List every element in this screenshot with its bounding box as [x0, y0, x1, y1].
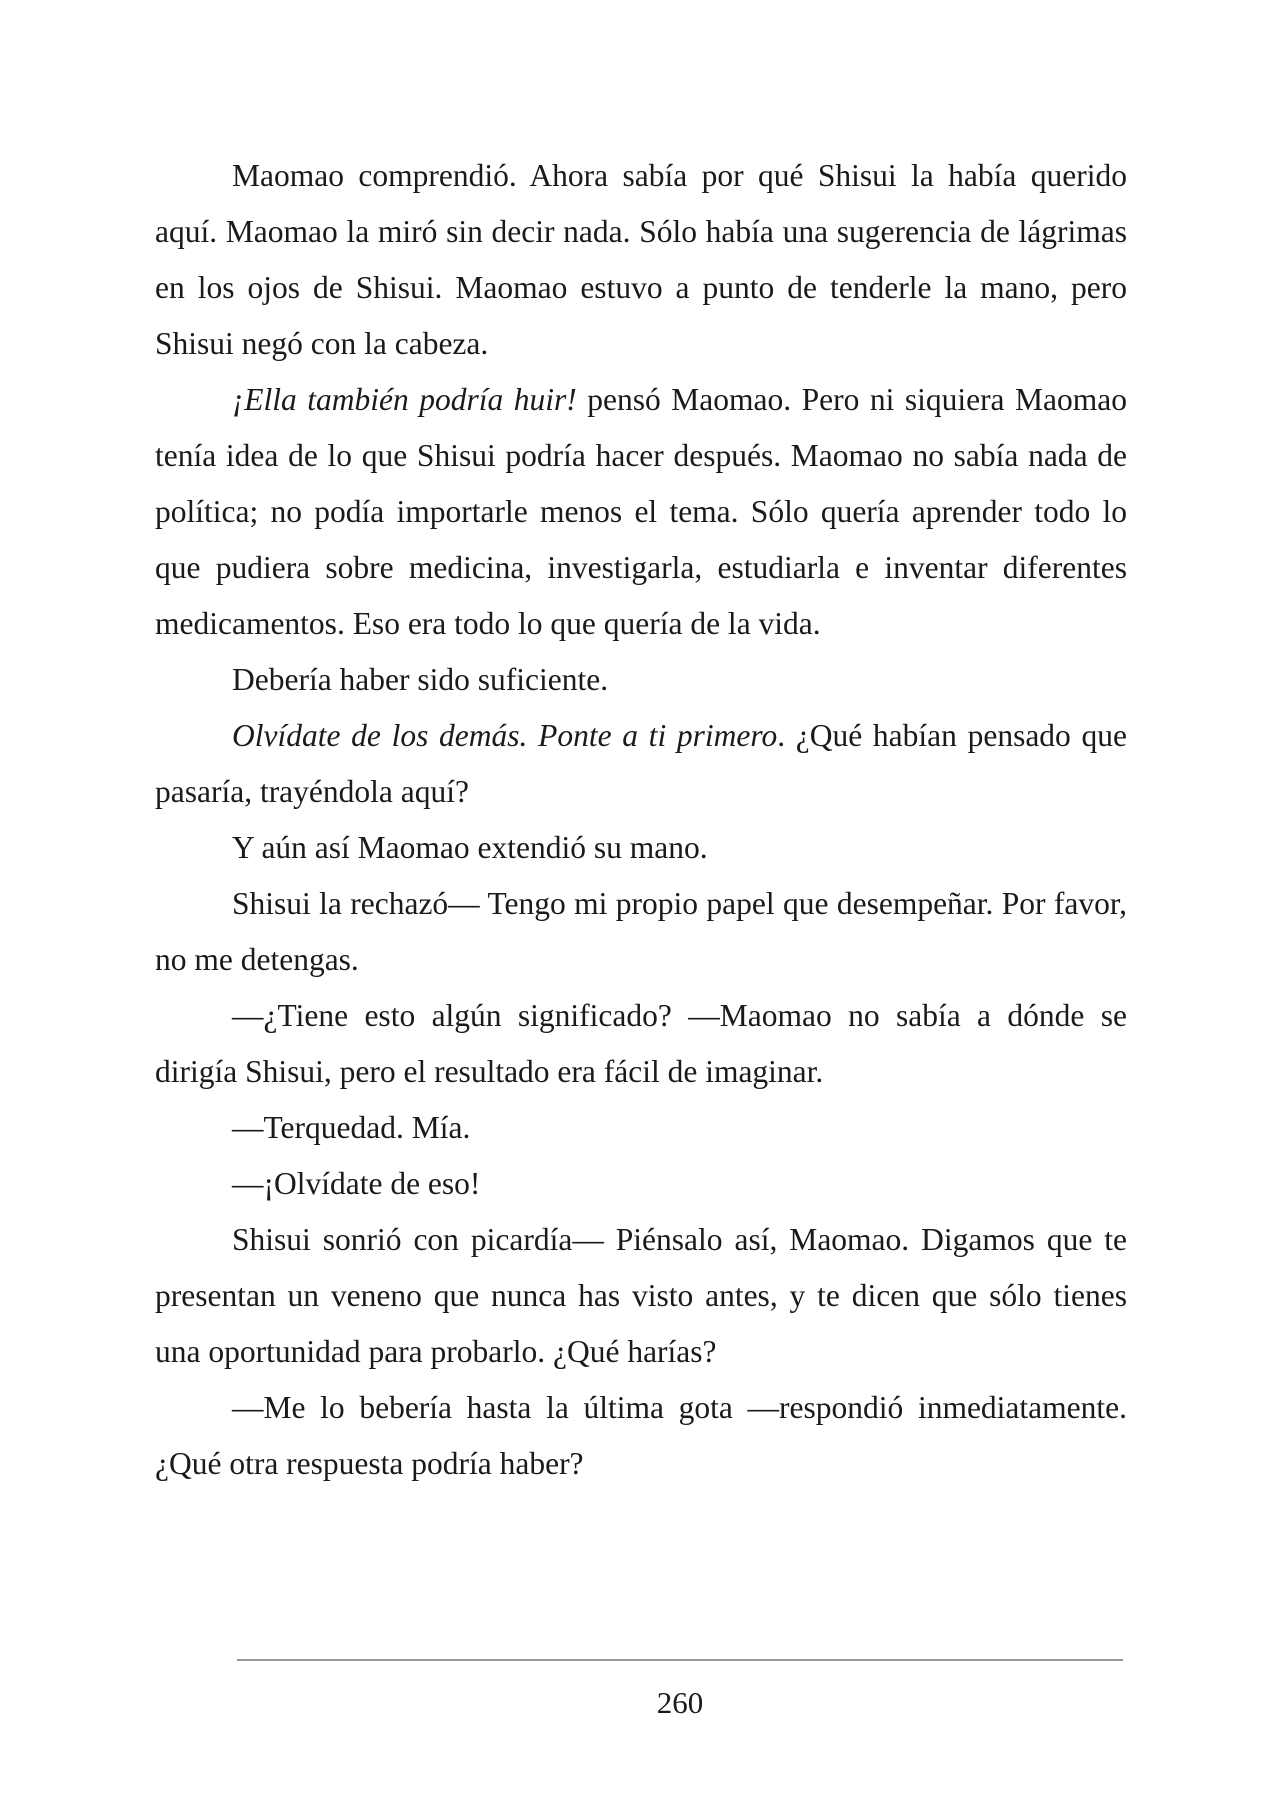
paragraph [155, 1212, 1127, 1380]
text-run: Debería haber sido suficiente. [232, 662, 609, 697]
text-run: —Terquedad. Mía. [232, 1110, 471, 1145]
text-run: —Me lo bebería hasta la última gota —respondió inmediatamente. ¿Qué otra respuesta podría haber? [155, 1390, 1127, 1481]
paragraph [155, 1100, 1127, 1156]
italic-text: Olvídate de los demás. Ponte a ti primero [232, 718, 778, 753]
paragraph [155, 988, 1127, 1100]
footer-divider [237, 1659, 1123, 1661]
paragraph [155, 148, 1127, 372]
text-run: pensó Maomao. Pero ni siquiera Maomao tenía idea de lo que Shisui podría hacer después. Maomao no sabía nada de política; no podía importarle menos el tema. Sólo quería aprender todo lo que pudiera sobre medicina, investigarla, estudiarla e inventar diferentes medicamentos. Eso era todo lo que quería de la vida. [155, 382, 1128, 641]
paragraph [155, 1380, 1127, 1492]
text-run: —¿Tiene esto algún significado? —Maomao no sabía a dónde se dirigía Shisui, pero el resultado era fácil de imaginar. [155, 998, 1127, 1089]
paragraph [155, 652, 1127, 708]
paragraph [155, 372, 1127, 652]
text-run: Y aún así Maomao extendió su mano. [232, 830, 708, 865]
paragraph [155, 820, 1127, 876]
text-run: Maomao comprendió. Ahora sabía por qué Shisui la había querido aquí. Maomao la miró sin decir nada. Sólo había una sugerencia de lágrimas en los ojos de Shisui. Maomao estuvo a punto de tenderle la mano, pero Shisui negó con la cabeza. [155, 158, 1127, 361]
paragraph [155, 1156, 1127, 1212]
text-run: . ¿Qué habían pensado que pasaría, trayéndola aquí? [155, 718, 1127, 809]
text-run: Shisui la rechazó— Tengo mi propio papel que desempeñar. Por favor, no me detengas. [155, 886, 1127, 977]
paragraph [155, 876, 1127, 988]
page-number: 260 [656, 1685, 704, 1720]
text-run: Shisui sonrió con picardía— Piénsalo así, Maomao. Digamos que te presentan un veneno que nunca has visto antes, y te dicen que sólo tienes una oportunidad para probarlo. ¿Qué harías? [155, 1222, 1127, 1369]
paragraph [155, 708, 1127, 820]
body-text [155, 148, 1127, 1492]
text-run: —¡Olvídate de eso! [232, 1166, 481, 1201]
italic-text: ¡Ella también podría huir! [232, 382, 577, 417]
